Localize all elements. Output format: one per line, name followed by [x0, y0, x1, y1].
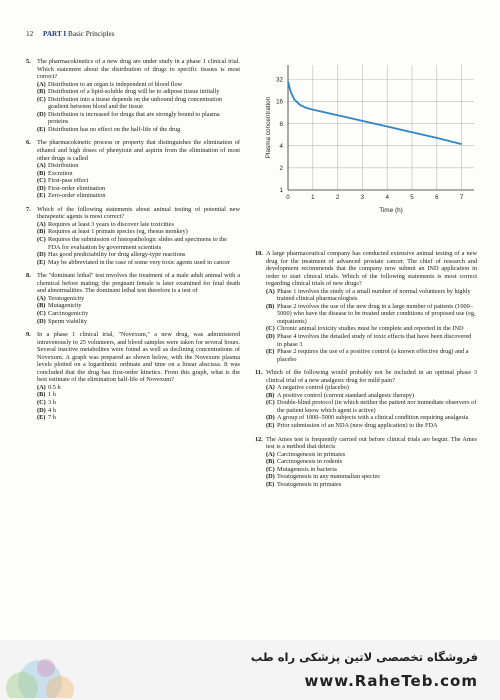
answer-option	[266, 481, 477, 489]
question-text: Which of the following statements about animal testing of potential new therapeutic agents is most correct?	[37, 205, 240, 221]
option-letter: (B)	[37, 228, 46, 236]
answer-option	[37, 170, 240, 178]
option-letter: (E)	[266, 480, 275, 488]
option-text: Distribution has no effect on the half-life of the drug	[48, 125, 181, 133]
option-text: Distribution is increased for drugs that are strongly bound to plasma proteins	[48, 110, 220, 126]
page-header	[26, 30, 115, 38]
option-text: Teratogenesis in primates	[277, 480, 342, 488]
answer-option	[37, 88, 240, 96]
option-letter: (D)	[266, 333, 275, 341]
option-text: Chronic animal toxicity studies must be complete and reported in the IND	[277, 325, 464, 333]
y-axis-label: Plasma concentration	[265, 96, 272, 159]
answer-option	[37, 81, 240, 89]
option-text: 1 h	[48, 391, 56, 399]
answer-option	[37, 177, 240, 185]
question-stem	[26, 58, 240, 81]
question-10	[255, 250, 477, 363]
answer-option	[37, 310, 240, 318]
y-tick-label: 16	[276, 98, 283, 106]
option-text: A negative control (placebo)	[277, 384, 349, 392]
option-text: Teratogenesis in any mammalian species	[277, 473, 380, 481]
option-letter: (C)	[266, 325, 275, 333]
answer-option	[266, 458, 477, 466]
option-letter: (A)	[37, 162, 46, 170]
answer-options	[266, 451, 477, 489]
answer-option	[37, 185, 240, 193]
answer-options	[37, 162, 240, 200]
option-text: May be abbreviated in the case of some very toxic agents used in cancer	[48, 258, 231, 266]
answer-option	[37, 251, 240, 259]
option-text: A positive control (current standard analgesic therapy)	[277, 391, 415, 399]
answer-option	[37, 407, 240, 415]
option-text: 4 h	[48, 406, 56, 414]
answer-option	[37, 399, 240, 407]
option-text: Teratogenicity	[48, 294, 85, 302]
option-letter: (B)	[37, 169, 46, 177]
option-letter: (E)	[37, 258, 46, 266]
option-text: 0.5 h	[48, 383, 61, 391]
option-letter: (A)	[37, 220, 46, 228]
question-12	[255, 436, 477, 489]
answer-option	[37, 384, 240, 392]
option-text: Prior submission of an NDA (new drug application) to the FDA	[277, 422, 438, 430]
question-text: In a phase 1 clinical trial, "Novexum," a new drug, was administered intravenously to 25 volunteers, and blood samples were taken for several hours. Several inactive metabolites were found as well as declining concentrations of Novexum. A graph was prepared as shown below, with the Novexum plasma levels plotted on a logarithmic ordinate and time on a linear abscissa. It was concluded that the drug has first-order kinetics. From this graph, what is the best estimate of the elimination half-life of Novexum?	[37, 331, 240, 384]
option-letter: (B)	[266, 302, 275, 310]
option-letter: (A)	[37, 294, 46, 302]
answer-options	[37, 81, 240, 134]
answer-option	[266, 384, 477, 392]
option-letter: (E)	[37, 125, 46, 133]
option-letter: (C)	[37, 236, 46, 244]
answer-options	[37, 221, 240, 266]
question-text: The "dominant lethal" test involves the treatment of a male adult animal with a chemical before mating; the pregnant female is later examined for fetal death and abnormalities. The dominant lethal test therefore is a test of	[37, 272, 240, 295]
x-axis-label: Time (h)	[379, 207, 403, 214]
answer-option	[266, 303, 477, 326]
option-text: Mutagenicity	[48, 302, 82, 310]
y-tick-label: 32	[276, 76, 283, 84]
answer-option	[37, 126, 240, 134]
right-column	[255, 250, 477, 494]
option-letter: (C)	[266, 465, 275, 473]
option-text: Phase 2 requires the use of a positive control (a known effective drug) and a placebo	[277, 348, 469, 363]
question-stem	[255, 250, 477, 288]
question-number: 6.	[26, 139, 31, 147]
answer-option	[37, 192, 240, 200]
x-tick-label: 1	[311, 194, 315, 201]
option-letter: (A)	[266, 384, 275, 392]
option-letter: (D)	[266, 473, 275, 481]
answer-option	[266, 325, 477, 333]
question-7	[26, 206, 240, 266]
x-tick-label: 6	[435, 194, 439, 201]
option-letter: (D)	[266, 414, 275, 422]
brand-url[interactable]: www.RaheTeb.com	[304, 672, 478, 690]
answer-options	[266, 288, 477, 363]
option-text: Carcinogenesis in rodents	[277, 458, 343, 466]
answer-option	[266, 466, 477, 474]
option-letter: (B)	[37, 302, 46, 310]
x-tick-label: 3	[360, 194, 365, 201]
option-letter: (B)	[37, 391, 46, 399]
option-letter: (D)	[37, 110, 46, 118]
option-text: Phase 1 involves the study of a small number of normal volunteers by highly trained clinical pharmacologists	[277, 287, 471, 303]
answer-option	[37, 228, 240, 236]
option-text: Zero-order elimination	[48, 192, 106, 200]
question-text: The Ames test is frequently carried out before clinical trials are begun. The Ames test is a method that detects	[266, 435, 477, 451]
answer-option	[37, 414, 240, 422]
question-6	[26, 139, 240, 199]
option-text: Phase 4 involves the detailed study of toxic effects that have been discovered in phase 3	[277, 333, 472, 348]
question-number: 8.	[26, 272, 31, 280]
answer-option	[37, 302, 240, 310]
question-stem	[255, 369, 477, 384]
y-tick-label: 2	[279, 165, 283, 173]
option-text: Has good predictability for drug allergy-type reactions	[48, 251, 186, 259]
option-letter: (A)	[37, 383, 46, 391]
answer-option	[266, 451, 477, 459]
option-letter: (A)	[266, 450, 275, 458]
option-text: Distribution of a lipid-soluble drug will be to adipose tissue initially	[48, 88, 220, 96]
option-text: Distribution into a tissue depends on the unbound drug concentration gradient between blood and the tissue	[48, 95, 223, 111]
answer-option	[37, 236, 240, 251]
option-text: Distribution	[48, 162, 79, 170]
option-text: First-pass effect	[48, 177, 89, 185]
question-number: 5.	[26, 58, 31, 65]
answer-option	[266, 392, 477, 400]
x-tick-label: 7	[459, 194, 464, 201]
option-letter: (A)	[37, 80, 46, 88]
answer-option	[266, 473, 477, 481]
concentration-time-chart	[248, 55, 484, 220]
question-stem	[26, 272, 240, 295]
question-number: 12.	[255, 435, 263, 443]
option-text: Distribution to an organ is independent of blood flow	[48, 80, 183, 88]
option-letter: (C)	[37, 177, 46, 185]
question-8	[26, 272, 240, 325]
option-letter: (D)	[37, 317, 46, 325]
answer-options	[37, 384, 240, 422]
x-tick-label: 4	[385, 194, 389, 201]
question-text: The pharmacokinetic process or property that distinguishes the elimination of ethanol and high doses of phenytoin and aspirin from the elimination of most other drugs is called	[37, 139, 240, 162]
option-letter: (B)	[266, 391, 275, 399]
option-text: Requires at least 1 primate species (eg, rhesus monkey)	[48, 228, 188, 236]
answer-option	[37, 295, 240, 303]
answer-option	[37, 391, 240, 399]
option-letter: (D)	[37, 184, 46, 192]
answer-option	[37, 162, 240, 170]
option-letter: (D)	[37, 406, 46, 414]
option-letter: (A)	[266, 287, 275, 295]
question-5	[26, 58, 240, 133]
option-text: Requires the submission of histopathologic slides and specimens to the FDA for evaluation by government scientists	[48, 236, 227, 251]
question-number: 10.	[255, 250, 263, 257]
answer-option	[266, 399, 477, 414]
option-letter: (E)	[266, 348, 275, 356]
answer-option	[37, 96, 240, 111]
question-9	[26, 331, 240, 422]
y-tick-label: 8	[279, 120, 283, 128]
question-stem	[26, 206, 240, 221]
option-text: Mutagenesis in bacteria	[277, 465, 337, 473]
option-text: First-order elimination	[48, 184, 106, 192]
option-letter: (D)	[37, 251, 46, 259]
option-letter: (C)	[37, 95, 46, 103]
answer-option	[266, 288, 477, 303]
question-text: A large pharmaceutical company has conducted extensive animal testing of a new drug for the treatment of advanced prostate cancer. The chief of research and development recommends that the company now submit an IND application in order to start clinical trials. Which of the following statements is most correct regarding clinical trials of new drugs?	[266, 250, 477, 288]
option-letter: (B)	[37, 88, 46, 96]
part-title: Basic Principles	[68, 30, 115, 38]
option-text: Requires at least 3 years to discover late toxicities	[48, 220, 174, 228]
y-tick-label: 1	[279, 187, 283, 195]
option-text: Sperm viability	[48, 317, 88, 325]
answer-option	[266, 422, 477, 430]
option-letter: (C)	[37, 398, 46, 406]
footer-banner	[0, 640, 500, 700]
option-text: Carcinogenesis in primates	[277, 450, 346, 458]
x-tick-label: 5	[410, 194, 414, 201]
option-text: 3 h	[48, 398, 56, 406]
question-stem	[26, 139, 240, 162]
option-letter: (E)	[37, 414, 46, 422]
y-tick-label: 4	[279, 142, 283, 150]
plasma-concentration-line	[288, 81, 462, 144]
question-text: Which of the following would probably not be included in an optimal phase 3 clinical trial of a new analgesic drug for mild pain?	[266, 369, 477, 384]
page-number: 12	[26, 30, 34, 38]
option-text: 7 h	[48, 414, 56, 422]
question-stem	[255, 436, 477, 451]
option-letter: (C)	[37, 309, 46, 317]
answer-option	[266, 414, 477, 422]
option-text: A group of 1000–5000 subjects with a clinical condition requiring analgesia	[277, 414, 469, 422]
answer-option	[266, 348, 477, 363]
x-tick-label: 0	[286, 194, 290, 201]
question-stem	[26, 331, 240, 384]
x-tick-label: 2	[335, 194, 340, 201]
answer-options	[37, 295, 240, 325]
option-text: Phase 2 involves the use of the new drug in a large number of patients (1000–5000) who have the disease to be treated under conditions of proposed use (eg, outpatients)	[277, 302, 476, 325]
question-text: The pharmacokinetics of a new drug are under study in a phase 1 clinical trial. Which statement about the distribution of drugs to specific tissues is most correct?	[37, 58, 240, 81]
answer-option	[37, 221, 240, 229]
answer-option	[37, 318, 240, 326]
rahe-teb-logo	[2, 642, 112, 698]
left-column	[26, 58, 240, 428]
answer-option	[37, 259, 240, 267]
question-number: 11.	[255, 369, 263, 377]
option-letter: (B)	[266, 458, 275, 466]
option-letter: (E)	[266, 422, 275, 430]
part-label: PART I	[42, 30, 67, 38]
option-text: Carcinogenicity	[48, 309, 89, 317]
answer-option	[37, 111, 240, 126]
answer-options	[266, 384, 477, 429]
question-11	[255, 369, 477, 429]
answer-option	[266, 333, 477, 348]
option-text: Excretion	[48, 169, 73, 177]
option-letter: (C)	[266, 399, 275, 407]
option-text: Double-blind protocol (in which neither the patient nor immediate observers of the patient know which agent is active)	[277, 399, 477, 414]
brand-name-persian: فروشگاه تخصصی لاتین پزشکی راه طب	[250, 650, 478, 664]
question-number: 7.	[26, 205, 31, 213]
option-letter: (E)	[37, 192, 46, 200]
question-number: 9.	[26, 331, 31, 339]
